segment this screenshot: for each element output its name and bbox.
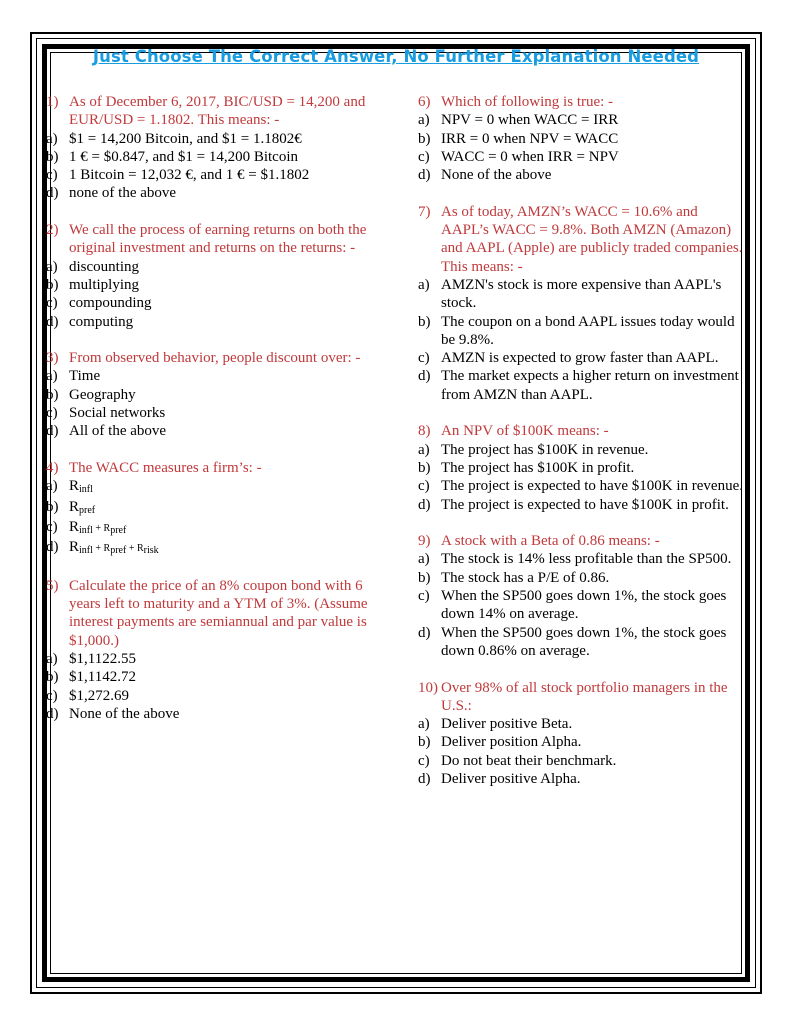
option-letter: b) xyxy=(418,734,431,751)
option-letter: d) xyxy=(418,624,431,641)
option-text-part: compounding xyxy=(69,295,152,312)
option-text xyxy=(69,130,376,148)
option-text xyxy=(441,624,748,661)
option-text-part: + R xyxy=(92,522,111,534)
answer-option xyxy=(46,538,376,558)
question-text: From observed behavior, people discount over: - xyxy=(69,350,361,367)
option-letter: c) xyxy=(418,478,430,495)
answer-option xyxy=(46,404,376,422)
option-text-part: AMZN's stock is more expensive than AAPL's stock. xyxy=(441,276,722,312)
option-letter: c) xyxy=(418,752,430,769)
option-text xyxy=(69,705,376,723)
option-text xyxy=(69,386,376,404)
answer-option xyxy=(418,349,748,367)
option-letter: d) xyxy=(46,185,59,202)
answer-option xyxy=(46,705,376,723)
option-letter: a) xyxy=(418,276,430,293)
answer-option xyxy=(418,496,748,514)
option-text xyxy=(69,668,376,686)
option-text-part: 1 Bitcoin = 12,032 €, and 1 € = $1.1802 xyxy=(69,167,310,184)
answer-option xyxy=(46,668,376,686)
option-text-part: Deliver positive Alpha. xyxy=(441,770,581,787)
option-text-part: None of the above xyxy=(441,167,552,184)
option-letter: c) xyxy=(46,518,58,535)
option-text-part: The market expects a higher return on investment from AMZN than AAPL. xyxy=(441,368,739,403)
answer-option xyxy=(46,477,376,497)
option-text xyxy=(441,752,748,770)
option-text xyxy=(69,498,376,518)
answer-option xyxy=(46,313,376,331)
option-letter: a) xyxy=(418,551,430,568)
option-text-part: Time xyxy=(69,368,101,385)
answer-option xyxy=(418,111,748,129)
option-text-part: discounting xyxy=(69,258,139,275)
answer-option xyxy=(418,624,748,661)
option-text xyxy=(69,166,376,184)
option-text xyxy=(441,770,748,788)
option-text-part: When the SP500 goes down 1%, the stock goes down 0.86% on average. xyxy=(441,624,727,659)
option-text xyxy=(69,294,376,312)
question-1 xyxy=(46,93,376,203)
answer-option xyxy=(46,422,376,440)
option-text xyxy=(69,477,376,497)
option-text-part: Do not beat their benchmark. xyxy=(441,752,617,769)
question-8 xyxy=(418,422,748,513)
question-text: A stock with a Beta of 0.86 means: - xyxy=(441,533,660,550)
answer-option xyxy=(418,733,748,751)
option-letter: b) xyxy=(46,276,59,293)
question-number: 10) xyxy=(418,679,438,696)
answer-option xyxy=(418,166,748,184)
answer-option xyxy=(46,276,376,294)
option-text-part: The project has $100K in profit. xyxy=(441,459,635,476)
question-text: As of today, AMZN’s WACC = 10.6% and AAPL’s WACC = 9.8%. Both AMZN (Amazon) and AAPL (Apple) are publicly traded companies. This means: - xyxy=(441,203,743,275)
option-letter: d) xyxy=(46,423,59,440)
question-number: 1) xyxy=(46,94,59,110)
question-stem xyxy=(418,93,748,111)
option-text-part: The stock is 14% less profitable than the SP500. xyxy=(441,551,732,568)
option-text-part: IRR = 0 when NPV = WACC xyxy=(441,130,619,147)
question-7 xyxy=(418,203,748,404)
option-letter: d) xyxy=(46,539,59,556)
question-stem xyxy=(418,532,748,550)
question-text: As of December 6, 2017, BIC/USD = 14,200 and EUR/USD = 1.1802. This means: - xyxy=(69,94,366,129)
option-letter: c) xyxy=(46,405,58,422)
option-text-part: WACC = 0 when IRR = NPV xyxy=(441,148,619,165)
option-text xyxy=(69,538,376,558)
question-stem xyxy=(46,459,376,477)
answer-option xyxy=(46,166,376,184)
option-letter: c) xyxy=(418,148,430,165)
answer-option xyxy=(418,148,748,166)
answer-option xyxy=(46,367,376,385)
option-text-part: + R xyxy=(126,543,144,555)
option-subscript: infl xyxy=(79,484,93,496)
option-text xyxy=(441,733,748,751)
option-text xyxy=(69,367,376,385)
answer-option xyxy=(46,258,376,276)
option-text-part: R xyxy=(69,539,80,556)
question-stem xyxy=(46,349,376,367)
option-text-part: $1,1122.55 xyxy=(69,650,136,667)
option-letter: a) xyxy=(46,130,58,147)
answer-option xyxy=(418,550,748,568)
option-text xyxy=(441,441,748,459)
option-letter: a) xyxy=(46,478,58,495)
question-number: 7) xyxy=(418,203,431,220)
question-number: 8) xyxy=(418,423,431,440)
answer-option xyxy=(418,441,748,459)
option-letter: b) xyxy=(46,498,59,515)
option-text xyxy=(69,422,376,440)
option-text-part: R xyxy=(69,498,80,515)
option-letter: d) xyxy=(46,705,59,722)
option-text-part: When the SP500 goes down 1%, the stock goes down 14% on average. xyxy=(441,588,727,623)
question-text: Calculate the price of an 8% coupon bond with 6 years left to maturity and a YTM of 3%. (Assume interest payments are semiannual and par value is $1,000.) xyxy=(69,577,368,649)
answer-option xyxy=(46,498,376,518)
question-text: An NPV of $100K means: - xyxy=(441,423,609,440)
option-text xyxy=(69,687,376,705)
option-text-part: The stock has a P/E of 0.86. xyxy=(441,569,610,586)
option-text-part: The project is expected to have $100K in revenue. xyxy=(441,478,743,495)
question-stem xyxy=(418,422,748,440)
question-number: 6) xyxy=(418,94,431,110)
option-text-part: computing xyxy=(69,313,134,330)
option-letter: c) xyxy=(418,350,430,367)
question-stem xyxy=(46,577,376,650)
option-subscript: infl xyxy=(79,524,93,536)
option-letter: b) xyxy=(418,569,431,586)
option-text-part: $1,1142.72 xyxy=(69,669,136,686)
option-letter: b) xyxy=(418,459,431,476)
option-text-part: None of the above xyxy=(69,705,180,722)
question-stem xyxy=(46,221,376,258)
questions-left-column xyxy=(46,93,376,741)
option-text xyxy=(69,313,376,331)
question-3 xyxy=(46,349,376,440)
option-letter: d) xyxy=(418,368,431,385)
answer-option xyxy=(46,148,376,166)
option-text-part: The coupon on a bond AAPL issues today would be 9.8%. xyxy=(441,313,735,348)
answer-option xyxy=(418,770,748,788)
answer-option xyxy=(418,313,748,350)
option-subscript: pref xyxy=(110,524,127,536)
answer-option xyxy=(46,386,376,404)
option-text xyxy=(441,459,748,477)
option-text xyxy=(69,650,376,668)
option-text xyxy=(69,148,376,166)
option-text xyxy=(441,715,748,733)
option-text-part: Deliver positive Beta. xyxy=(441,716,573,733)
option-text xyxy=(441,148,748,166)
option-text-part: $1,272.69 xyxy=(69,687,129,704)
option-letter: d) xyxy=(418,770,431,787)
question-number: 9) xyxy=(418,533,431,550)
question-6 xyxy=(418,93,748,184)
answer-option xyxy=(418,367,748,404)
option-letter: b) xyxy=(46,386,59,403)
option-text xyxy=(441,130,748,148)
questions-right-column xyxy=(418,93,748,807)
option-letter: c) xyxy=(46,687,58,704)
option-text xyxy=(441,166,748,184)
question-number: 3) xyxy=(46,350,59,367)
option-text-part: + R xyxy=(92,543,111,555)
option-letter: a) xyxy=(46,258,58,275)
option-letter: c) xyxy=(46,167,58,184)
option-text xyxy=(441,477,748,495)
option-letter: b) xyxy=(46,669,59,686)
option-subscript: pref xyxy=(79,504,96,516)
option-text xyxy=(441,111,748,129)
option-text xyxy=(441,349,748,367)
question-text: Over 98% of all stock portfolio managers in the U.S.: xyxy=(441,679,728,714)
answer-option xyxy=(418,752,748,770)
option-text-part: $1 = 14,200 Bitcoin, and $1 = 1.1802€ xyxy=(69,130,302,147)
option-text xyxy=(441,587,748,624)
answer-option xyxy=(46,130,376,148)
question-text: The WACC measures a firm’s: - xyxy=(69,459,262,476)
question-number: 2) xyxy=(46,222,59,239)
question-10 xyxy=(418,679,748,789)
option-letter: b) xyxy=(418,313,431,330)
question-2 xyxy=(46,221,376,331)
option-text xyxy=(69,404,376,422)
option-letter: d) xyxy=(418,496,431,513)
option-text-part: The project is expected to have $100K in profit. xyxy=(441,496,729,513)
option-text-part: Deliver position Alpha. xyxy=(441,734,582,751)
option-text xyxy=(441,569,748,587)
page-title: Just Choose The Correct Answer, No Further Explanation Needed xyxy=(92,47,700,66)
option-letter: d) xyxy=(418,167,431,184)
question-text: We call the process of earning returns on both the original investment and returns on the returns: - xyxy=(69,222,367,257)
question-stem xyxy=(418,203,748,276)
option-text-part: All of the above xyxy=(69,423,167,440)
option-text xyxy=(441,496,748,514)
answer-option xyxy=(418,477,748,495)
option-letter: b) xyxy=(418,130,431,147)
option-text-part: R xyxy=(69,478,80,495)
answer-option xyxy=(46,687,376,705)
answer-option xyxy=(418,130,748,148)
question-stem xyxy=(46,93,376,130)
answer-option xyxy=(418,459,748,477)
option-subscript: infl xyxy=(79,545,93,557)
option-letter: b) xyxy=(46,148,59,165)
option-text xyxy=(69,276,376,294)
option-letter: a) xyxy=(418,716,430,733)
question-stem xyxy=(418,679,748,716)
option-text-part: 1 € = $0.847, and $1 = 14,200 Bitcoin xyxy=(69,148,298,165)
option-subscript: risk xyxy=(143,545,159,557)
option-text-part: AMZN is expected to grow faster than AAPL. xyxy=(441,350,719,367)
question-number: 5) xyxy=(46,577,59,594)
option-text-part: Geography xyxy=(69,386,136,403)
answer-option xyxy=(46,518,376,538)
option-letter: a) xyxy=(46,368,58,385)
answer-option xyxy=(46,184,376,202)
question-9 xyxy=(418,532,748,660)
question-4 xyxy=(46,459,376,558)
option-letter: c) xyxy=(418,588,430,605)
option-text-part: NPV = 0 when WACC = IRR xyxy=(441,112,619,129)
option-text xyxy=(441,313,748,350)
option-text-part: The project has $100K in revenue. xyxy=(441,441,649,458)
answer-option xyxy=(46,294,376,312)
option-letter: a) xyxy=(418,112,430,129)
option-letter: a) xyxy=(46,650,58,667)
answer-option xyxy=(418,587,748,624)
option-text xyxy=(69,518,376,538)
question-5 xyxy=(46,577,376,723)
answer-option xyxy=(418,715,748,733)
answer-option xyxy=(46,650,376,668)
option-letter: c) xyxy=(46,295,58,312)
option-text-part: none of the above xyxy=(69,185,177,202)
option-text xyxy=(441,276,748,313)
answer-option xyxy=(418,276,748,313)
question-number: 4) xyxy=(46,459,59,476)
option-text xyxy=(69,258,376,276)
option-subscript: pref xyxy=(110,545,127,557)
option-text-part: R xyxy=(69,518,80,535)
option-letter: a) xyxy=(418,441,430,458)
option-text xyxy=(441,367,748,404)
option-text xyxy=(69,184,376,202)
option-letter: d) xyxy=(46,313,59,330)
answer-option xyxy=(418,569,748,587)
option-text xyxy=(441,550,748,568)
question-text: Which of following is true: - xyxy=(441,94,614,110)
option-text-part: multiplying xyxy=(69,276,140,293)
option-text-part: Social networks xyxy=(69,405,166,422)
